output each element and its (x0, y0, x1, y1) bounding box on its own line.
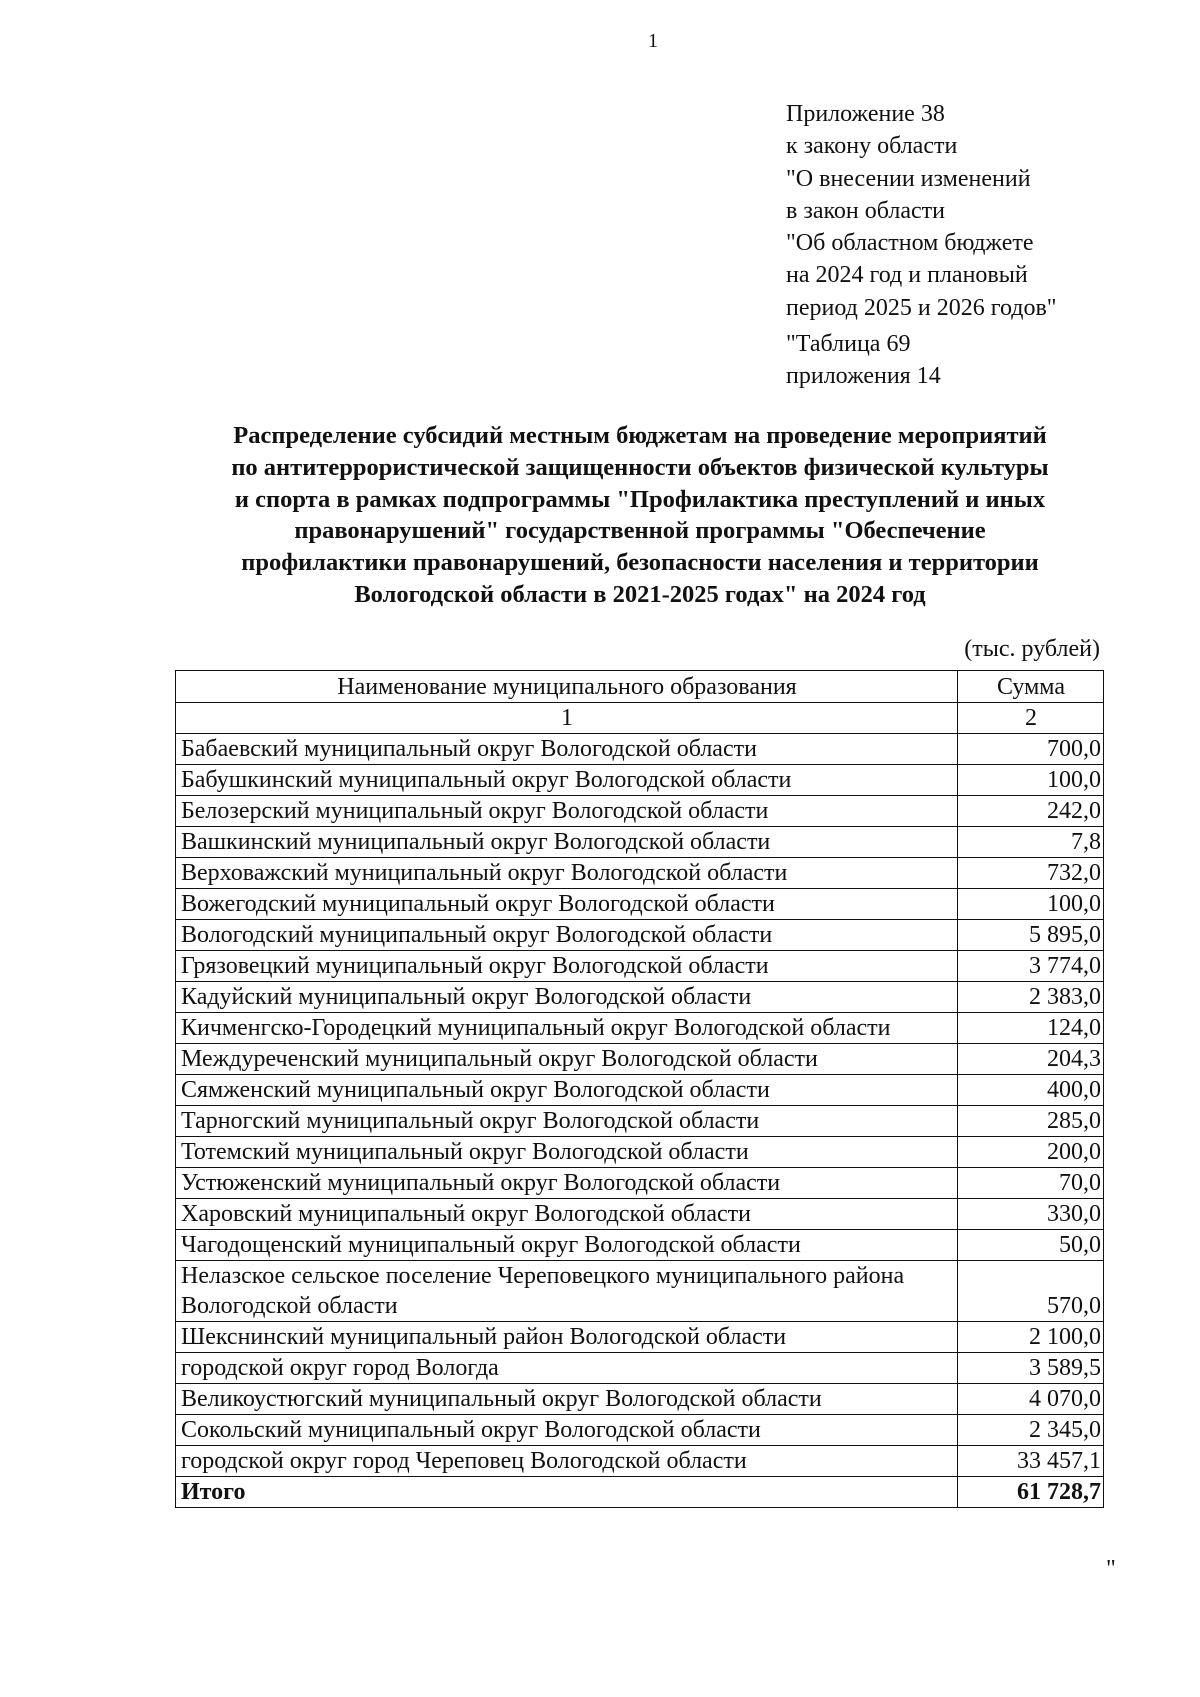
municipality-name: Чагодощенский муниципальный округ Вологодской области (176, 1230, 958, 1261)
municipality-name: Вологодский муниципальный округ Вологодской области (176, 920, 958, 951)
subsidy-amount: 4 070,0 (958, 1384, 1104, 1415)
subsidy-amount: 204,3 (958, 1044, 1104, 1075)
municipality-name: Великоустюгский муниципальный округ Вологодской области (176, 1384, 958, 1415)
subsidy-amount: 2 383,0 (958, 982, 1104, 1013)
municipality-name: Кадуйский муниципальный округ Вологодской области (176, 982, 958, 1013)
municipality-name: Тарногский муниципальный округ Вологодской области (176, 1106, 958, 1137)
appendix-line: "Об областном бюджете (786, 230, 1034, 257)
municipality-name: Бабушкинский муниципальный округ Вологодской области (176, 765, 958, 796)
municipality-name: Белозерский муниципальный округ Вологодской области (176, 796, 958, 827)
appendix-line: период 2025 и 2026 годов" (786, 294, 1057, 321)
total-row (176, 1477, 1104, 1508)
table-row (176, 734, 1104, 765)
municipality-name: Грязовецкий муниципальный округ Вологодской области (176, 951, 958, 982)
table-reference-line: приложения 14 (786, 363, 941, 390)
subsidy-amount: 33 457,1 (958, 1446, 1104, 1477)
subsidy-amount: 70,0 (958, 1168, 1104, 1199)
subsidy-table (175, 670, 1104, 1508)
table-row (176, 1137, 1104, 1168)
closing-quote: " (1106, 1556, 1116, 1582)
table-row (176, 1415, 1104, 1446)
table-row (176, 889, 1104, 920)
municipality-name: Междуреченский муниципальный округ Вологодской области (176, 1044, 958, 1075)
municipality-name: Сокольский муниципальный округ Вологодской области (176, 1415, 958, 1446)
municipality-name: Нелазское сельское поселение Череповецкого муниципального района Вологодской области (176, 1261, 958, 1322)
page-number: 1 (648, 30, 658, 52)
table-row (176, 796, 1104, 827)
appendix-line: на 2024 год и плановый (786, 262, 1028, 289)
title-line: по антитеррористической защищенности объектов физической культуры (231, 453, 1049, 481)
document-title (160, 420, 1120, 611)
subsidy-amount: 400,0 (958, 1075, 1104, 1106)
table-row (176, 1044, 1104, 1075)
subsidy-amount: 242,0 (958, 796, 1104, 827)
table-row (176, 1106, 1104, 1137)
subsidy-amount: 100,0 (958, 889, 1104, 920)
subsidy-amount: 124,0 (958, 1013, 1104, 1044)
title-line: и спорта в рамках подпрограммы "Профилактика преступлений и иных (234, 485, 1046, 513)
subsidy-amount: 2 345,0 (958, 1415, 1104, 1446)
subsidy-amount: 700,0 (958, 734, 1104, 765)
subsidy-amount: 2 100,0 (958, 1322, 1104, 1353)
subsidy-amount: 100,0 (958, 765, 1104, 796)
subsidy-amount: 732,0 (958, 858, 1104, 889)
table-row (176, 1353, 1104, 1384)
municipality-name: Сямженский муниципальный округ Вологодской области (176, 1075, 958, 1106)
table-row (176, 858, 1104, 889)
municipality-name: Тотемский муниципальный округ Вологодской области (176, 1137, 958, 1168)
appendix-header (786, 98, 1057, 393)
total-amount: 61 728,7 (958, 1477, 1104, 1508)
subsidy-amount: 5 895,0 (958, 920, 1104, 951)
municipality-name: Вашкинский муниципальный округ Вологодской области (176, 827, 958, 858)
subsidy-amount: 200,0 (958, 1137, 1104, 1168)
table-row (176, 827, 1104, 858)
column-header-amount: Сумма (958, 671, 1104, 703)
units-label: (тыс. рублей) (964, 636, 1100, 662)
municipality-name: Кичменгско-Городецкий муниципальный округ Вологодской области (176, 1013, 958, 1044)
subsidy-amount: 3 774,0 (958, 951, 1104, 982)
title-line: профилактики правонарушений, безопасности населения и территории (241, 549, 1039, 577)
title-line: Распределение субсидий местным бюджетам на проведение мероприятий (233, 422, 1047, 449)
table-row (176, 1261, 1104, 1322)
column-header-name: Наименование муниципального образования (176, 671, 958, 703)
subsidy-amount: 3 589,5 (958, 1353, 1104, 1384)
municipality-name: городской округ город Череповец Вологодской области (176, 1446, 958, 1477)
subsidy-amount: 570,0 (958, 1261, 1104, 1322)
appendix-line: в закон области (786, 197, 945, 224)
table-row (176, 1322, 1104, 1353)
total-label: Итого (176, 1477, 958, 1508)
column-number: 1 (176, 703, 958, 734)
subsidy-amount: 50,0 (958, 1230, 1104, 1261)
table-row (176, 765, 1104, 796)
table-row (176, 982, 1104, 1013)
subsidy-amount: 330,0 (958, 1199, 1104, 1230)
municipality-name: Верховажский муниципальный округ Вологодской области (176, 858, 958, 889)
appendix-line: Приложение 38 (786, 101, 945, 127)
table-row (176, 1075, 1104, 1106)
title-line: правонарушений" государственной программы "Обеспечение (294, 517, 986, 545)
table-row (176, 1199, 1104, 1230)
table-reference-line: "Таблица 69 (786, 331, 911, 358)
table-row (176, 920, 1104, 951)
municipality-name: городской округ город Вологда (176, 1353, 958, 1384)
municipality-name: Бабаевский муниципальный округ Вологодской области (176, 734, 958, 765)
municipality-name: Харовский муниципальный округ Вологодской области (176, 1199, 958, 1230)
subsidy-amount: 285,0 (958, 1106, 1104, 1137)
table-row (176, 1230, 1104, 1261)
municipality-name: Устюженский муниципальный округ Вологодской области (176, 1168, 958, 1199)
column-number: 2 (958, 703, 1104, 734)
table-row (176, 1446, 1104, 1477)
table-row (176, 1168, 1104, 1199)
table-row (176, 1013, 1104, 1044)
municipality-name: Вожегодский муниципальный округ Вологодской области (176, 889, 958, 920)
table-row (176, 951, 1104, 982)
appendix-line: "О внесении изменений (786, 165, 1031, 192)
table-row (176, 1384, 1104, 1415)
appendix-line: к закону области (786, 133, 958, 160)
title-line: Вологодской области в 2021-2025 годах" на 2024 год (354, 580, 926, 608)
municipality-name: Шекснинский муниципальный район Вологодской области (176, 1322, 958, 1353)
subsidy-amount: 7,8 (958, 827, 1104, 858)
